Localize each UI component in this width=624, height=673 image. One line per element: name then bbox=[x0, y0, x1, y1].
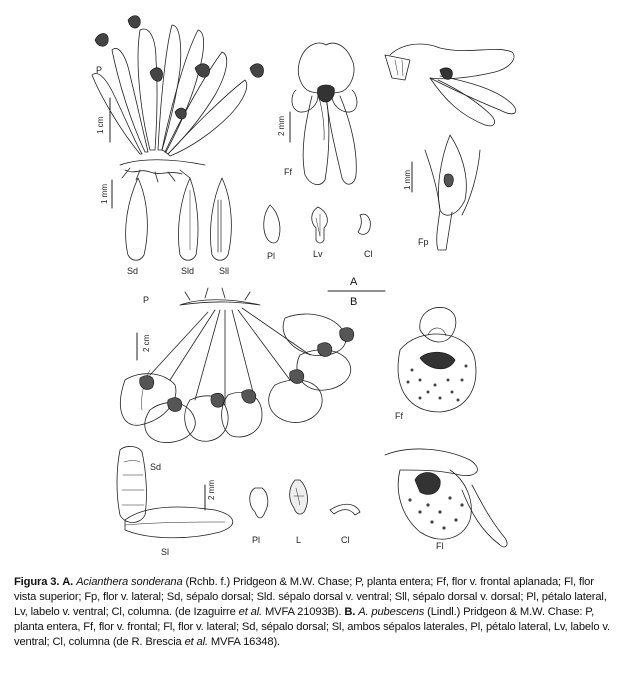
flower-frontal-a-drawing bbox=[292, 43, 357, 184]
plant-a-drawing bbox=[92, 16, 264, 182]
label-Cl-top: Cl bbox=[364, 249, 373, 259]
scale-label-bottom-plant: 2 cm bbox=[142, 334, 151, 352]
caption-part-b-label: B. bbox=[344, 606, 356, 618]
scale-label-top-fp: 1 mm bbox=[403, 170, 412, 190]
label-Sll: Sll bbox=[219, 266, 230, 276]
caption-et-al-1: et al. bbox=[238, 606, 262, 618]
label-P-bottom: P bbox=[143, 295, 150, 305]
caption-species-a: Acianthera sonderana bbox=[76, 576, 183, 588]
plant-b-drawing bbox=[120, 288, 353, 443]
label-Fl-bottom: Fl bbox=[436, 541, 444, 551]
label-Ff-top: Ff bbox=[284, 167, 292, 177]
section-label-B: B bbox=[350, 296, 358, 308]
label-Lv: Lv bbox=[313, 249, 323, 259]
caption-species-b: A. pubescens bbox=[358, 606, 425, 618]
sepals-petals-a-drawing bbox=[126, 178, 371, 260]
scale-label-top-sepals: 1 mm bbox=[100, 184, 109, 204]
label-Cl-bottom: Cl bbox=[341, 535, 350, 545]
scale-label-bottom-parts: 2 mm bbox=[207, 480, 216, 500]
label-Pl-bottom: Pl bbox=[252, 535, 261, 545]
figure-caption bbox=[14, 575, 614, 650]
caption-figure-label: Figura 3. bbox=[14, 576, 60, 588]
label-Sld: Sld bbox=[181, 266, 195, 276]
caption-text-b: (Lindl.) Pridgeon & M.W. Chase: P, planta entera, Ff, flor v. frontal; Fl, flor v. lateral; Sd, sépalo dorsal; Sl, ambos sépalos laterales, Pl, pétalo lateral, Lv, labelo v. ventral; Cl, columna (de R. Brescia bbox=[14, 606, 610, 648]
flower-superior-a-drawing bbox=[385, 44, 516, 126]
caption-et-al-2: et al. bbox=[184, 636, 208, 648]
flower-lateral-b-drawing bbox=[385, 449, 507, 547]
label-Ff-bottom: Ff bbox=[395, 411, 403, 421]
label-Sl: Sl bbox=[161, 547, 170, 557]
section-label-A: A bbox=[350, 276, 358, 288]
caption-text-a: (Rchb. f.) Pridgeon & M.W. Chase; P, planta entera; Ff, flor v. frontal aplanada; Fl, flor vista superior; Fp, flor v. lateral; Sd, sépalo dorsal; Sld. sépalo dorsal v. ventral; Sll, sépalo dorsal v. dorsal; Pl, pétalo lateral, Lv, labelo v. ventral; Cl, columna. (de Izaguirre bbox=[14, 576, 607, 618]
label-Fp: Fp bbox=[418, 237, 429, 247]
label-Pl-top: Pl bbox=[267, 251, 276, 261]
caption-part-a-label: A. bbox=[62, 576, 74, 588]
caption-text-a-end: MVFA 21093B). bbox=[262, 606, 345, 618]
label-L: L bbox=[296, 535, 302, 545]
scale-label-top-flower: 2 mm bbox=[277, 116, 286, 136]
flower-frontal-b-drawing bbox=[398, 307, 476, 412]
label-Sd-top: Sd bbox=[127, 266, 139, 276]
label-Sd-bottom: Sd bbox=[150, 462, 162, 472]
caption-text-b-end: MVFA 16348). bbox=[207, 636, 280, 648]
petal-labellum-column-b-drawing bbox=[250, 480, 360, 518]
scale-label-top-plant: 1 cm bbox=[96, 116, 105, 134]
label-P-top: P bbox=[96, 65, 103, 75]
flower-lateral-a-drawing bbox=[425, 135, 480, 250]
